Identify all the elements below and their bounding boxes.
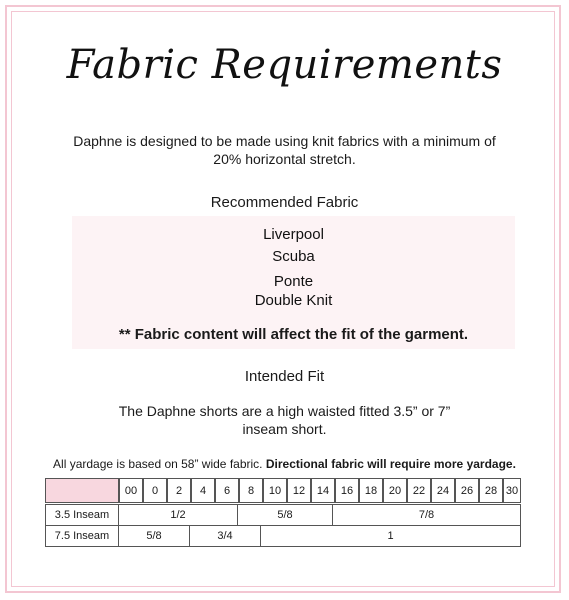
table-row bbox=[45, 504, 521, 526]
page-title: Fabric Requirements bbox=[66, 42, 503, 88]
size-header-cell: 00 bbox=[119, 478, 143, 503]
size-header-cell: 26 bbox=[455, 478, 479, 503]
size-header-cell: 4 bbox=[191, 478, 215, 503]
recommended-fabric-box bbox=[72, 216, 515, 349]
size-header-cell: 2 bbox=[167, 478, 191, 503]
intro-text: Daphne is designed to be made using knit fabrics with a minimum of 20% horizontal stretch. bbox=[73, 133, 496, 167]
yardage-cell: 5/8 bbox=[237, 504, 333, 526]
size-header-cell: 12 bbox=[287, 478, 311, 503]
yardage-cell: 1/2 bbox=[118, 504, 238, 526]
intended-fit-text: The Daphne shorts are a high waisted fitted 3.5” or 7” inseam short. bbox=[118, 403, 451, 437]
size-header-cell: 20 bbox=[383, 478, 407, 503]
size-header-cell: 0 bbox=[143, 478, 167, 503]
table-corner-cell bbox=[45, 478, 119, 503]
size-header-cell: 30 bbox=[503, 478, 521, 503]
size-header-cell: 16 bbox=[335, 478, 359, 503]
size-header-cell: 28 bbox=[479, 478, 503, 503]
yardage-cell: 1 bbox=[260, 525, 521, 547]
row-label-3-5-inseam: 3.5 Inseam bbox=[45, 504, 119, 526]
size-header-cell: 18 bbox=[359, 478, 383, 503]
intended-fit-heading: Intended Fit bbox=[244, 368, 325, 385]
row-label-7-5-inseam: 7.5 Inseam bbox=[45, 525, 119, 547]
fabric-item-double-knit: Double Knit bbox=[254, 292, 333, 309]
yardage-cell: 5/8 bbox=[118, 525, 190, 547]
yardage-cell: 3/4 bbox=[189, 525, 261, 547]
yardage-cell: 7/8 bbox=[332, 504, 521, 526]
size-header-cell: 6 bbox=[215, 478, 239, 503]
yardage-note-bold: Directional fabric will require more yardage. bbox=[265, 457, 516, 471]
yardage-note-plain: All yardage is based on 58” wide fabric. bbox=[53, 457, 263, 471]
size-header-row bbox=[45, 478, 521, 503]
size-header-cell: 24 bbox=[431, 478, 455, 503]
size-header-cell: 8 bbox=[239, 478, 263, 503]
size-header-cell: 22 bbox=[407, 478, 431, 503]
size-header-cell: 14 bbox=[311, 478, 335, 503]
fabric-content-note: ** Fabric content will affect the fit of the garment. bbox=[118, 326, 469, 343]
fabric-item-liverpool: Liverpool bbox=[263, 226, 324, 243]
size-header-cell: 10 bbox=[263, 478, 287, 503]
fabric-item-ponte: Ponte bbox=[273, 273, 314, 290]
fabric-item-scuba: Scuba bbox=[272, 248, 315, 265]
yardage-table bbox=[45, 478, 521, 547]
table-row bbox=[45, 525, 521, 547]
recommended-fabric-heading: Recommended Fabric bbox=[210, 194, 359, 211]
yardage-note bbox=[0, 457, 569, 471]
